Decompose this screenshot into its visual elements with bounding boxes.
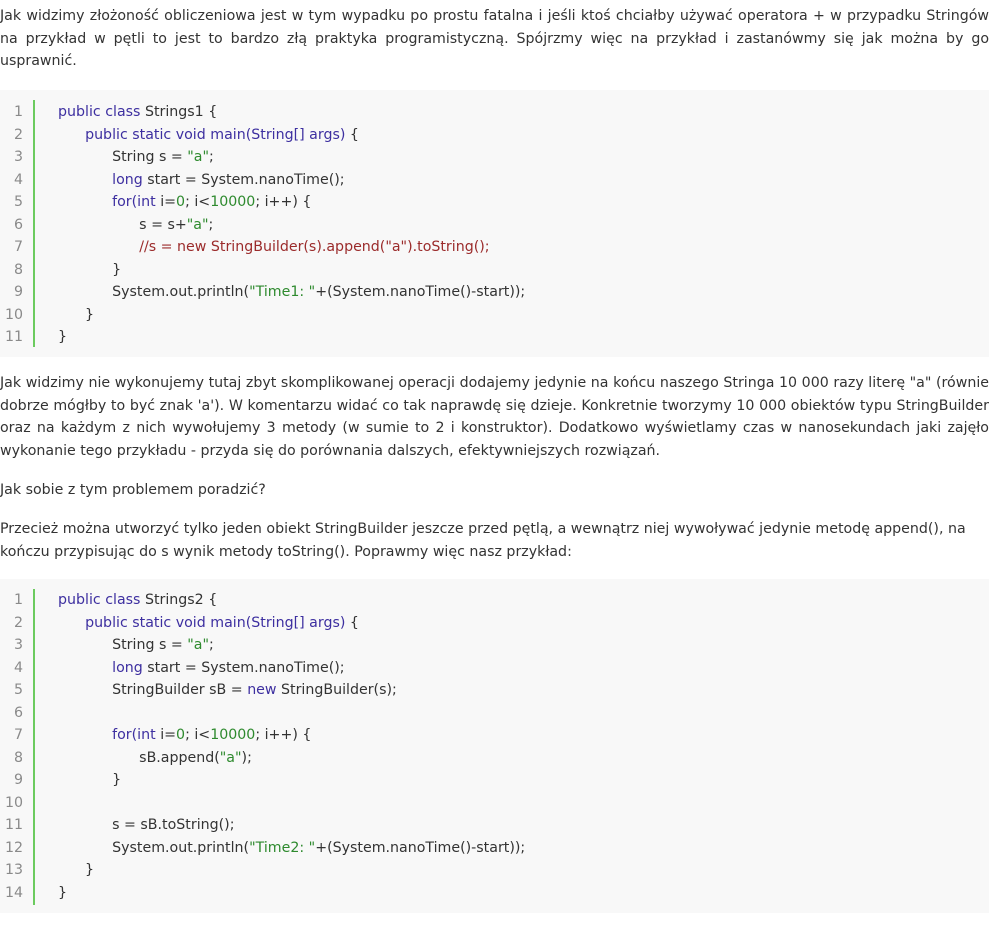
code-token: StringBuilder sB =	[58, 682, 248, 698]
line-number: 5	[13, 194, 23, 210]
code-token: s = s+	[58, 216, 187, 233]
code-token: //s = new StringBuilder(s).append("a").toString();	[139, 239, 490, 255]
code-token: ; i<	[185, 727, 211, 743]
code-token	[58, 194, 112, 210]
code-token: main(String[] args)	[210, 126, 346, 143]
line-number: 4	[13, 171, 23, 188]
code-token	[58, 127, 85, 143]
code-line	[0, 837, 989, 860]
code-line	[0, 304, 989, 327]
code-line	[0, 124, 989, 147]
line-number: 13	[4, 862, 23, 878]
code-line	[0, 814, 989, 837]
code-token: }	[58, 329, 68, 345]
code-line	[0, 679, 989, 702]
code-line	[0, 259, 989, 282]
code-text	[58, 679, 397, 702]
code-token: ; i++) {	[255, 194, 312, 210]
code-token: "a"	[187, 149, 210, 165]
code-token: System.out.println(	[58, 839, 250, 856]
line-number: 7	[13, 727, 23, 743]
code-token	[58, 727, 112, 743]
code-text	[58, 612, 359, 635]
code-token: sB.append(	[58, 749, 220, 766]
code-token	[58, 172, 112, 188]
code-text	[58, 326, 67, 349]
code-token: }	[58, 261, 122, 278]
code-block-strings2	[0, 579, 989, 913]
code-text	[58, 814, 235, 837]
line-number: 9	[13, 772, 23, 788]
line-number: 3	[13, 149, 23, 165]
code-token: long	[112, 171, 143, 188]
line-number: 10	[4, 794, 23, 811]
code-token: }	[58, 862, 95, 878]
code-text	[58, 882, 67, 905]
code-line	[0, 281, 989, 304]
code-token	[58, 660, 112, 676]
code-token: }	[58, 772, 122, 788]
code-token: public static void	[85, 126, 211, 143]
code-text	[58, 769, 121, 792]
code-line	[0, 146, 989, 169]
code-token: ;	[209, 637, 214, 653]
code-text	[58, 169, 345, 192]
code-text	[58, 837, 525, 860]
code-token: String s =	[58, 149, 188, 165]
code-text	[58, 124, 359, 147]
code-token: }	[58, 306, 95, 323]
code-token: main(String[] args)	[210, 614, 346, 631]
paragraph-solution: Przecież można utworzyć tylko jeden obiekt StringBuilder jeszcze przed pętlą, a wewnątrz niej wywoływać jedynie metodę append(), na kończu przypisując do s wynik metody toString(). Poprawmy więc nasz przykład:	[0, 521, 966, 560]
code-token: StringBuilder(s);	[276, 682, 397, 698]
code-token: 10000	[210, 727, 256, 743]
code-line	[0, 657, 989, 680]
line-number: 6	[13, 704, 23, 721]
code-token: ;	[208, 216, 214, 233]
code-token: {	[345, 614, 359, 631]
line-number: 1	[13, 592, 23, 608]
code-token: "Time1: "	[249, 284, 316, 300]
code-line	[0, 214, 989, 237]
code-token: +(System.nanoTime()-start));	[315, 839, 526, 856]
code-token: +(System.nanoTime()-start));	[315, 284, 526, 300]
code-text	[58, 146, 214, 169]
line-number: 2	[13, 126, 23, 143]
code-line	[0, 169, 989, 192]
code-token: 10000	[210, 194, 256, 210]
line-number: 3	[13, 637, 23, 653]
code-text	[58, 747, 252, 770]
code-text	[58, 281, 525, 304]
code-line	[0, 724, 989, 747]
code-token: ;	[209, 149, 214, 165]
code-text	[58, 634, 214, 657]
code-token: "a"	[187, 637, 210, 653]
code-token: public class	[58, 104, 145, 120]
line-number: 5	[13, 682, 23, 698]
code-token: start = System.nanoTime();	[142, 171, 345, 188]
line-number: 14	[4, 884, 23, 901]
code-token: public static void	[85, 614, 211, 631]
code-text	[58, 589, 217, 612]
paragraph-question: Jak sobie z tym problemem poradzić?	[0, 482, 266, 498]
code-token: i=	[160, 727, 177, 743]
code-token: Strings2 {	[144, 592, 218, 608]
code-token: {	[345, 126, 359, 143]
code-line	[0, 589, 989, 612]
code-line	[0, 769, 989, 792]
line-number: 11	[4, 329, 23, 345]
code-token: ; i<	[185, 194, 211, 210]
code-text	[58, 214, 213, 237]
code-text	[58, 304, 94, 327]
line-number: 8	[13, 749, 23, 766]
code-text	[58, 657, 345, 680]
code-line	[0, 747, 989, 770]
code-text	[58, 724, 311, 747]
code-token: 0	[176, 194, 186, 210]
code-token: long	[112, 659, 143, 676]
code-text	[58, 101, 217, 124]
code-token: s = sB.toString();	[58, 817, 235, 833]
line-number: 8	[13, 261, 23, 278]
code-text	[58, 859, 94, 882]
code-text	[58, 259, 121, 282]
code-token: "Time2: "	[249, 839, 316, 856]
code-token: new	[247, 682, 277, 698]
code-token: ; i++) {	[255, 727, 312, 743]
line-number: 1	[13, 104, 23, 120]
line-number: 6	[13, 216, 23, 233]
code-line	[0, 859, 989, 882]
code-token: );	[241, 749, 252, 766]
line-number: 12	[4, 839, 23, 856]
code-line	[0, 326, 989, 349]
code-token: System.out.println(	[58, 284, 250, 300]
code-token: "a"	[219, 749, 242, 766]
code-token: 0	[176, 727, 186, 743]
code-text	[58, 236, 490, 259]
code-text	[58, 191, 311, 214]
paragraph-intro: Jak widzimy złożoność obliczeniowa jest w tym wypadku po prostu fatalna i jeśli ktoś chciałby używać operatora + w przypadku Stringów na przykład w pętli to jest to bardzo złą praktyka programistyczną. Spójrzmy więc na przykład i zastanówmy się jak można by go usprawnić.	[0, 8, 989, 69]
code-token	[58, 615, 85, 631]
code-line	[0, 792, 989, 815]
code-token: i=	[160, 194, 177, 210]
line-number: 10	[4, 306, 23, 323]
code-line	[0, 612, 989, 635]
line-number: 7	[13, 239, 23, 255]
code-line	[0, 191, 989, 214]
code-token: public class	[58, 592, 145, 608]
code-line	[0, 882, 989, 905]
line-number: 2	[13, 614, 23, 631]
code-line	[0, 634, 989, 657]
code-token: }	[58, 884, 68, 901]
code-token: Strings1 {	[144, 104, 218, 120]
code-token	[58, 239, 139, 255]
code-block-strings1	[0, 90, 989, 357]
code-token: for(int	[112, 194, 161, 210]
line-number: 11	[4, 817, 23, 833]
code-token: "a"	[186, 216, 209, 233]
code-token: String s =	[58, 637, 188, 653]
code-line	[0, 236, 989, 259]
line-number: 4	[13, 659, 23, 676]
code-token: for(int	[112, 727, 161, 743]
code-line	[0, 702, 989, 725]
code-line	[0, 101, 989, 124]
line-number: 9	[13, 284, 23, 300]
code-token: start = System.nanoTime();	[142, 659, 345, 676]
paragraph-explanation: Jak widzimy nie wykonujemy tutaj zbyt skomplikowanej operacji dodajemy jedynie na końcu naszego Stringa 10 000 razy literę "a" (równie dobrze mógłby to być znak 'a'). W komentarzu widać co tak naprawdę się dzieje. Konkretnie tworzymy 10 000 obiektów typu StringBuilder oraz na każdym z nich wywołujemy 3 metody (w sumie to 2 i konstruktor). Dodatkowo wyświetlamy czas w nanosekundach jaki zajęło wykonanie tego przykładu - przyda się do porównania dalszych, efektywniejszych rozwiązań.	[0, 375, 989, 459]
